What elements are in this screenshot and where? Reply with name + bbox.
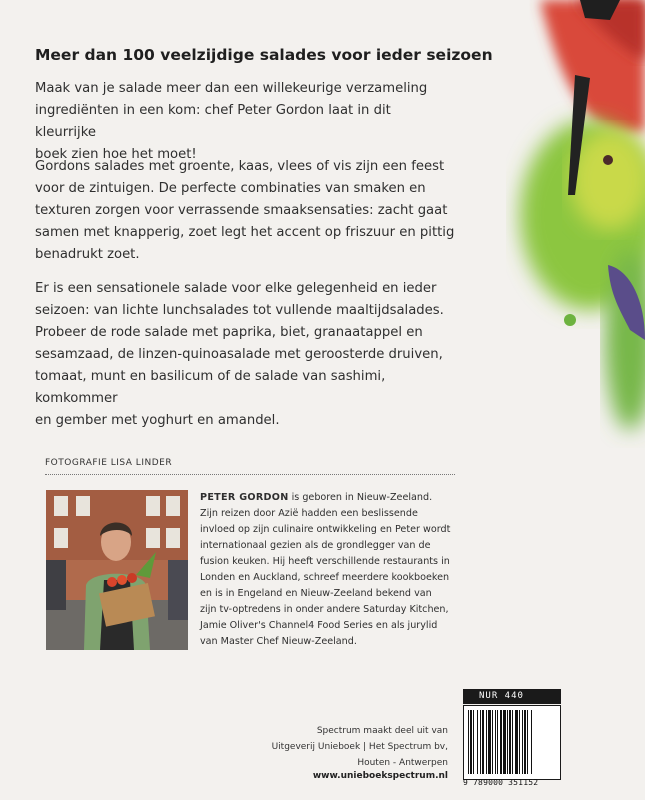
publisher-line: Houten - Antwerpen <box>357 758 448 768</box>
examples-paragraph <box>35 278 455 432</box>
bio-line: internationaal gezien als de grondlegger van de <box>200 540 431 551</box>
text-line: benadrukt zoet. <box>35 247 140 262</box>
text-line: voor de zintuigen. De perfecte combinaties van smaken en <box>35 181 426 196</box>
paint-splash-decoration <box>480 0 645 450</box>
text-line: Gordons salades met groente, kaas, vlees of vis zijn een feest <box>35 159 445 174</box>
publisher-line: Spectrum maakt deel uit van <box>316 726 448 736</box>
bio-line: Jamie Oliver's Channel4 Food Series en als jurylid <box>200 620 438 631</box>
bio-line: zijn tv-optredens in onder andere Saturday Kitchen, <box>200 604 449 615</box>
text-line: tomaat, munt en basilicum of de salade van sashimi, komkommer <box>35 369 386 406</box>
bio-line: Zijn reizen door Azië hadden een beslissende <box>200 508 418 519</box>
publisher-line: Uitgeverij Unieboek | Het Spectrum bv, <box>271 742 448 752</box>
dotted-divider <box>45 474 455 475</box>
bio-line: invloed op zijn culinaire ontwikkeling en Peter wordt <box>200 524 451 535</box>
bio-line: van Master Chef Nieuw-Zeeland. <box>200 636 357 647</box>
isbn-barcode <box>463 705 561 780</box>
text-line: texturen zorgen voor verrassende smaaksensaties: zacht gaat <box>35 203 448 218</box>
text-line: sesamzaad, de linzen-quinoasalade met geroosterde druiven, <box>35 347 443 362</box>
intro-paragraph <box>35 78 455 166</box>
text-line: boek zien hoe het moet! <box>35 147 197 162</box>
text-line: ingrediënten in een kom: chef Peter Gordon laat in dit kleurrijke <box>35 103 391 140</box>
author-bio <box>200 490 455 650</box>
bio-line: en is in Engeland en Nieuw-Zeeland bekend van <box>200 588 432 599</box>
bio-line: fusion keuken. Hij heeft verschillende restaurants in <box>200 556 450 567</box>
nur-label: NUR 440 <box>463 689 561 704</box>
bio-text: is geboren in Nieuw-Zeeland. <box>288 492 433 503</box>
text-line: Maak van je salade meer dan een willekeurige verzameling <box>35 81 428 96</box>
publisher-info <box>272 723 448 771</box>
text-line: Probeer de rode salade met paprika, biet, granaatappel en <box>35 325 423 340</box>
text-line: en gember met yoghurt en amandel. <box>35 413 280 428</box>
isbn-digits: 9 789000 351152 <box>463 778 539 787</box>
text-line: samen met knapperig, zoet legt het accent op friszuur en pittig <box>35 225 455 240</box>
author-name: PETER GORDON <box>200 492 289 503</box>
photo-credit: FOTOGRAFIE LISA LINDER <box>45 458 173 468</box>
text-line: seizoen: van lichte lunchsalades tot vullende maaltijdsalades. <box>35 303 444 318</box>
text-line: Er is een sensationele salade voor elke gelegenheid en ieder <box>35 281 437 296</box>
description-paragraph <box>35 156 455 266</box>
bio-line <box>200 490 455 506</box>
publisher-website: www.unieboekspectrum.nl <box>312 771 448 781</box>
author-photo <box>46 490 188 650</box>
headline: Meer dan 100 veelzijdige salades voor ieder seizoen <box>35 46 493 64</box>
bio-line: Londen en Auckland, schreef meerdere kookboeken <box>200 572 450 583</box>
